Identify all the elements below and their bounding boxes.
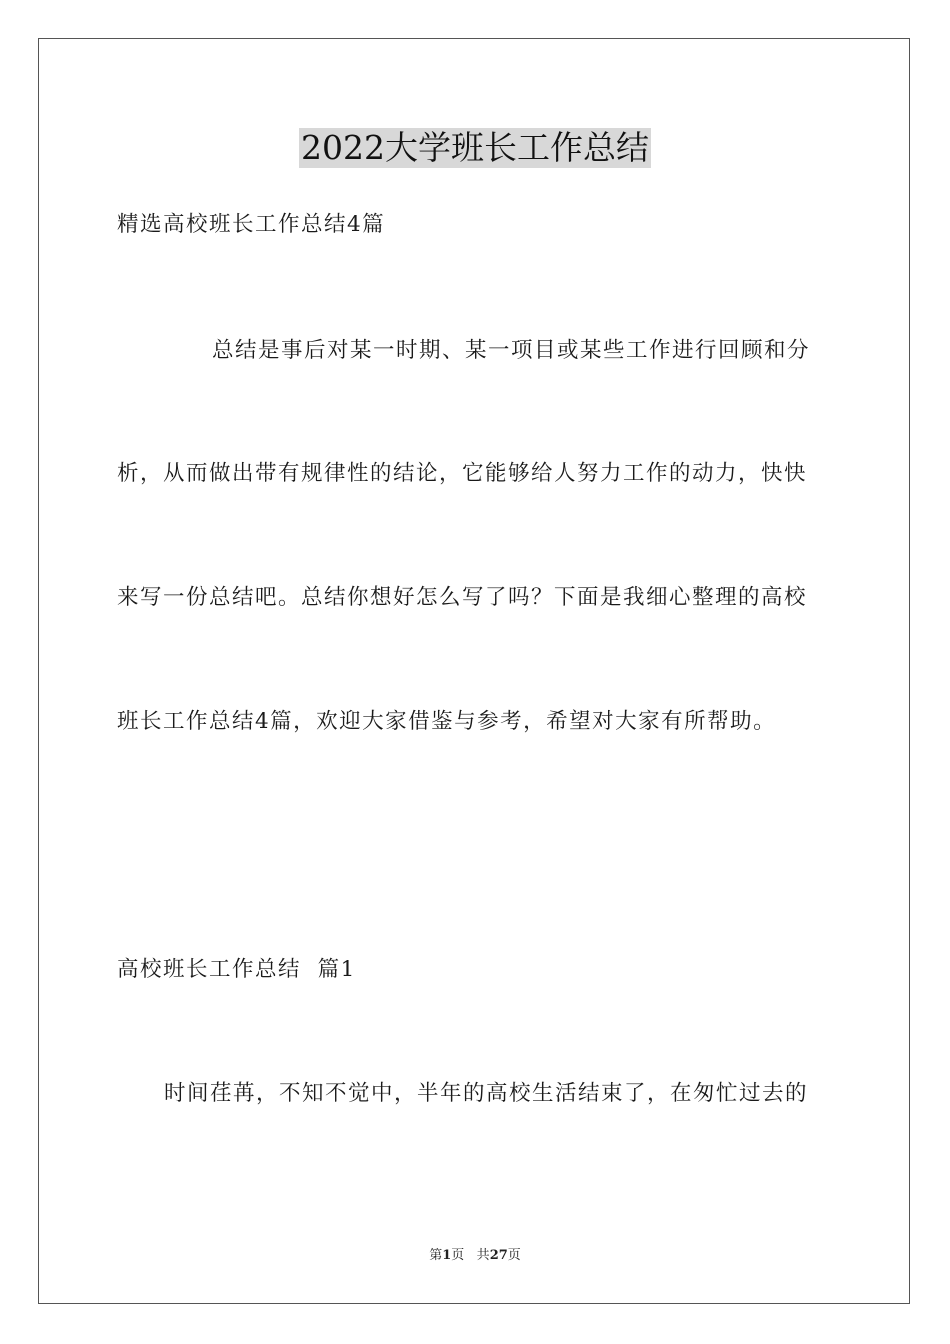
intro-line-3: 来写一份总结吧。总结你想好怎么写了吗？下面是我细心整理的高校 — [117, 585, 808, 610]
footer-page-suffix: 页 — [451, 1248, 465, 1263]
intro-line-4: 班长工作总结4篇，欢迎大家借鉴与参考，希望对大家有所帮助。 — [117, 709, 777, 734]
intro-line-1: 总结是事后对某一时期、某一项目或某些工作进行回顾和分 — [212, 338, 811, 363]
footer-total-prefix: 共 — [476, 1248, 490, 1263]
footer-page-prefix: 第 — [429, 1248, 443, 1263]
section-heading: 高校班长工作总结 篇1 — [117, 957, 356, 982]
document-subtitle: 精选高校班长工作总结4篇 — [117, 212, 386, 237]
document-title: 2022大学班长工作总结 — [301, 128, 649, 167]
footer-total-pages: 27 — [489, 1248, 508, 1263]
footer-page-number: 1 — [442, 1248, 452, 1263]
footer-total-suffix: 页 — [507, 1248, 521, 1263]
document-title-wrapper — [0, 128, 950, 168]
page-footer — [0, 1247, 950, 1265]
intro-line-2: 析，从而做出带有规律性的结论，它能够给人努力工作的动力，快快 — [117, 461, 808, 486]
section-line-1: 时间荏苒，不知不觉中，半年的高校生活结束了，在匆忙过去的 — [164, 1081, 809, 1106]
